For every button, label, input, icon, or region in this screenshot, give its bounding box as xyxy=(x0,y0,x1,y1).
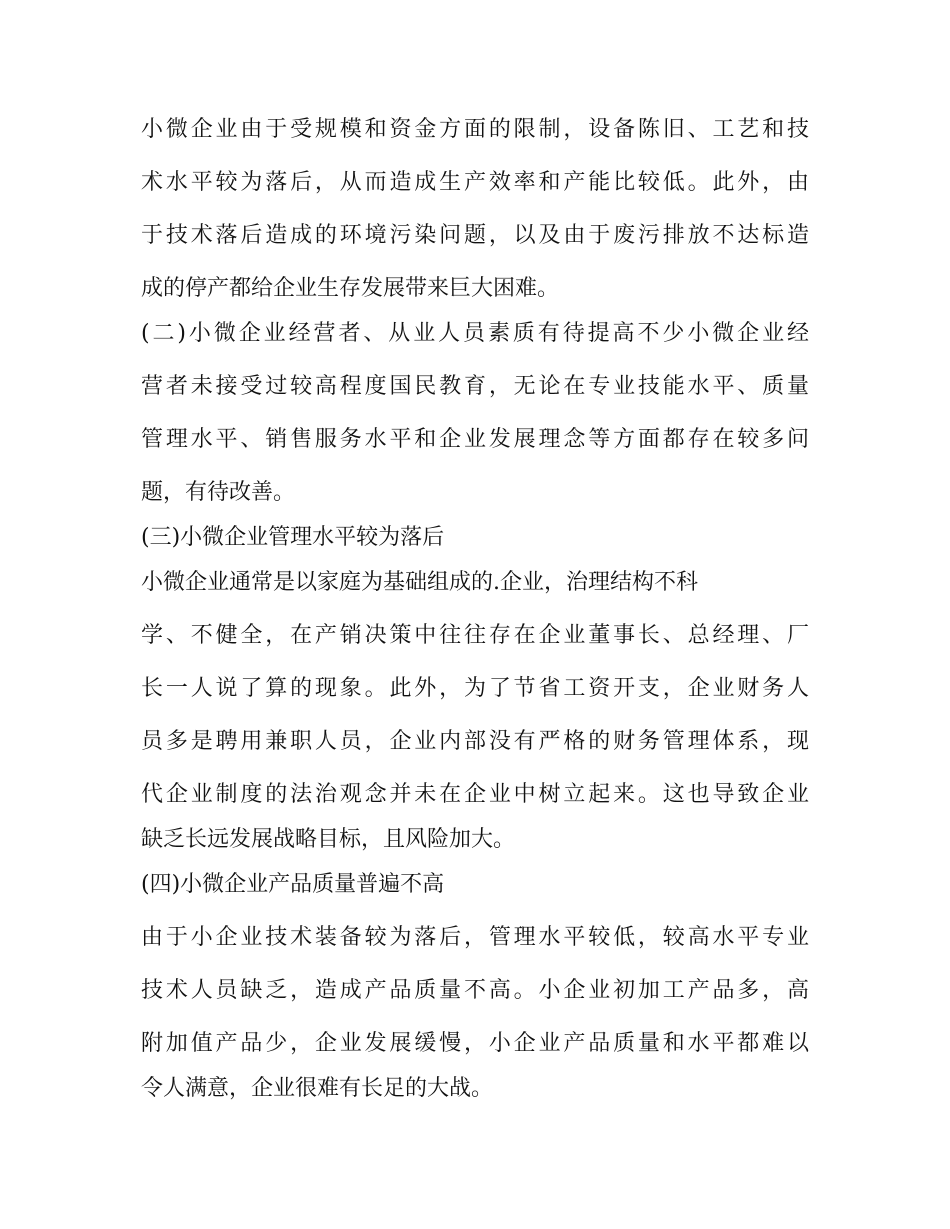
section-4-line-4: 令人满意，企业很难有长足的大战。 xyxy=(141,1076,494,1101)
section-3-line-4: 员多是聘用兼职人员，企业内部没有严格的财务管理体系，现 xyxy=(141,729,809,754)
section-4-line-2: 技术人员缺乏，造成产品质量不高。小企业初加工产品多，高 xyxy=(141,978,809,1003)
section-3-line-6: 缺乏长远发展战略目标，且风险加大。 xyxy=(141,827,516,852)
section-2-line-2: 营者未接受过较高程度国民教育，无论在专业技能水平、质量 xyxy=(141,374,809,399)
section-3-line-2: 学、不健全，在产销决策中往往存在企业董事长、总经理、厂 xyxy=(141,623,809,648)
section-4-heading: (四)小微企业产品质量普遍不高 xyxy=(141,872,445,897)
section-2-line-3: 管理水平、销售服务水平和企业发展理念等方面都存在较多问 xyxy=(141,427,809,452)
section-3-line-1: 小微企业通常是以家庭为基础组成的.企业，治理结构不科 xyxy=(141,570,698,595)
section-4-line-1: 由于小企业技术装备较为落后，管理水平较低，较高水平专业 xyxy=(141,925,809,950)
section-3-line-3: 长一人说了算的现象。此外，为了节省工资开支，企业财务人 xyxy=(141,676,809,701)
section-3-line-5: 代企业制度的法治观念并未在企业中树立起来。这也导致企业 xyxy=(141,782,809,807)
paragraph-1-line-1: 小微企业由于受规模和资金方面的限制，设备陈旧、工艺和技 xyxy=(141,117,809,142)
section-3-heading: (三)小微企业管理水平较为落后 xyxy=(141,525,445,550)
paragraph-1-line-3: 于技术落后造成的环境污染问题，以及由于废污排放不达标造 xyxy=(141,223,809,248)
section-2-line-4: 题，有待改善。 xyxy=(141,480,296,505)
section-4-line-3: 附加值产品少，企业发展缓慢，小企业产品质量和水平都难以 xyxy=(141,1031,809,1056)
paragraph-1-line-2: 术水平较为落后，从而造成生产效率和产能比较低。此外，由 xyxy=(141,170,809,195)
section-2-heading-line-1: (二)小微企业经营者、从业人员素质有待提高不少小微企业经 xyxy=(141,321,809,346)
paragraph-1-line-4: 成的停产都给企业生存发展带来巨大困难。 xyxy=(141,276,560,301)
